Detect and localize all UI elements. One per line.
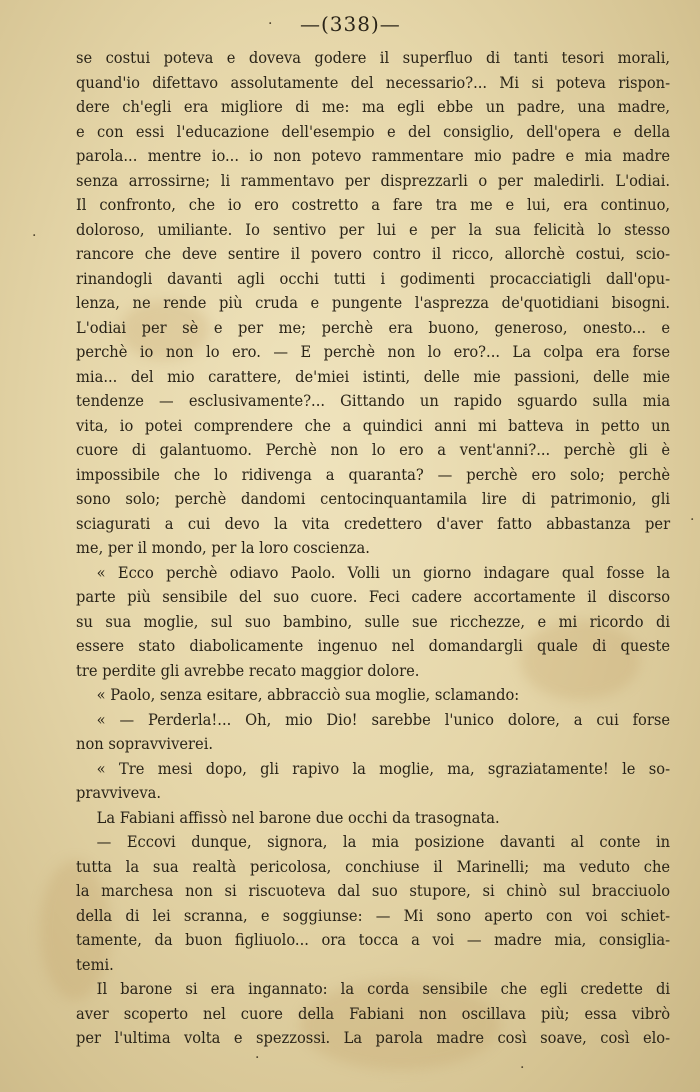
text-line: — Eccovi dunque, signora, la mia posizione davanti al conte in xyxy=(96,833,671,851)
text-line: doloroso, umiliante. Io sentivo per lui e per la sua felicità lo stesso xyxy=(76,220,671,239)
text-line: mia... del mio carattere, de'miei istinti, delle mie passioni, delle mie xyxy=(76,367,671,386)
text-line: rinandogli davanti agli occhi tutti i godimenti procacciatigli dall'opu- xyxy=(76,269,671,288)
text-line: la marchesa non si riscuoteva dal suo stupore, si chinò sul bracciuolo xyxy=(76,882,671,900)
text-line: cuore di galantuomo. Perchè non lo ero a vent'anni?... perchè gli è xyxy=(76,441,671,459)
text-line: parola... mentre io... io non potevo rammentare mio padre e mia madre xyxy=(76,147,671,165)
text-line: parte più sensibile del suo cuore. Feci cadere accortamente il discorso xyxy=(76,588,671,606)
text-line: L'odiai per sè e per me; perchè era buono, generoso, onesto... e xyxy=(76,318,671,337)
text-line: sono solo; perchè dandomi centocinquantamila lire di patrimonio, gli xyxy=(76,490,671,508)
text-line: e con essi l'educazione dell'esempio e del consiglio, dell'opera e della xyxy=(76,122,671,141)
paragraph xyxy=(76,806,670,831)
text-line: per l'ultima volta e spezzossi. La parola madre così soave, così elo- xyxy=(76,1029,671,1047)
ink-speck: · xyxy=(268,16,273,32)
text-line: se costui poteva e doveva godere il superfluo di tanti tesori morali, xyxy=(76,49,671,67)
text-line: della di lei scranna, e soggiunse: — Mi sono aperto con voi schiet- xyxy=(76,906,671,925)
paragraph xyxy=(76,757,670,806)
text-line: tre perdite gli avrebbe recato maggior dolore. xyxy=(76,661,420,680)
text-line: « Paolo, senza esitare, abbracciò sua moglie, sclamando: xyxy=(96,686,520,704)
ink-speck: · xyxy=(520,1060,525,1076)
text-line: « Ecco perchè odiavo Paolo. Volli un giorno indagare qual fosse la xyxy=(96,563,671,582)
text-line: non sopravviverei. xyxy=(76,735,214,753)
paragraph xyxy=(76,561,670,684)
paragraph xyxy=(76,830,670,977)
paragraph xyxy=(76,708,670,757)
text-line: « — Perderla!... Oh, mio Dio! sarebbe l'unico dolore, a cui forse xyxy=(96,710,671,729)
text-line: impossibile che lo ridivenga a quaranta? — perchè ero solo; perchè xyxy=(76,465,671,484)
text-line: tamente, da buon figliuolo... ora tocca a voi — madre mia, consiglia- xyxy=(76,931,671,949)
ink-speck: · xyxy=(255,1050,260,1066)
text-line: lenza, ne rende più cruda e pungente l'asprezza de'quotidiani bisogni. xyxy=(76,294,671,312)
text-line: me, per il mondo, per la loro coscienza. xyxy=(76,539,370,557)
text-line: quand'io difettavo assolutamente del necessario?... Mi si poteva rispon- xyxy=(76,73,671,92)
text-line: tendenze — esclusivamente?... Gittando un rapido sguardo sulla mia xyxy=(76,392,671,410)
text-line: aver scoperto nel cuore della Fabiani non oscillava più; essa vibrò xyxy=(76,1004,671,1023)
text-line: sciagurati a cui devo la vita credettero d'aver fatto abbastanza per xyxy=(76,514,671,533)
page-number: —(338)— xyxy=(300,12,401,36)
text-line: senza arrossirne; li rammentavo per disprezzarli o per maledirli. L'odiai. xyxy=(76,171,671,190)
text-line: tutta la sua realtà pericolosa, conchiuse il Marinelli; ma veduto che xyxy=(76,857,671,876)
text-line: su sua moglie, sul suo bambino, sulle sue ricchezze, e mi ricordo di xyxy=(76,612,671,631)
text-line: Il confronto, che io ero costretto a fare tra me e lui, era continuo, xyxy=(76,196,671,214)
text-line: rancore che deve sentire il povero contro il ricco, allorchè costui, scio- xyxy=(76,245,671,263)
text-line: perchè io non lo ero. — E perchè non lo ero?... La colpa era forse xyxy=(76,343,671,361)
text-line: « Tre mesi dopo, gli rapivo la moglie, ma, sgraziatamente! le so- xyxy=(96,759,671,778)
body-text xyxy=(76,46,670,1051)
text-line: La Fabiani affissò nel barone due occhi da trasognata. xyxy=(96,808,500,827)
ink-speck: · xyxy=(690,512,695,528)
paragraph xyxy=(76,977,670,1051)
text-line: vita, io potei comprendere che a quindici anni mi batteva in petto un xyxy=(76,416,671,435)
text-line: dere ch'egli era migliore di me: ma egli ebbe un padre, una madre, xyxy=(76,98,671,116)
text-line: pravviveva. xyxy=(76,784,162,802)
ink-speck: · xyxy=(32,228,37,244)
text-line: Il barone si era ingannato: la corda sensibile che egli credette di xyxy=(96,980,671,998)
text-line: essere stato diabolicamente ingenuo nel domandargli quale di queste xyxy=(76,637,671,655)
paragraph xyxy=(76,46,670,561)
paragraph xyxy=(76,683,670,708)
text-line: temi. xyxy=(76,955,114,974)
